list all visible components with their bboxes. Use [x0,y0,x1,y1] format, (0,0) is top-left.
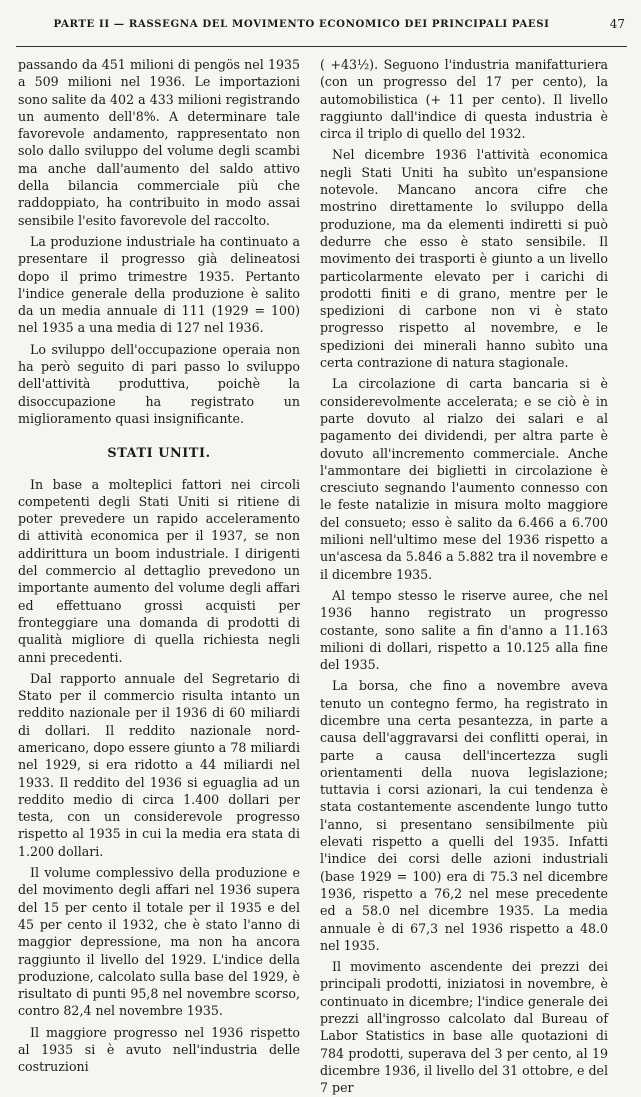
paragraph-stock-market: La borsa, che fino a novembre aveva tenuto un contegno fermo, ha registrato in dicembre una certa pesantezza, in parte a causa dell'aggravarsi dei conflitti operai, in parte a causa dell'incertezza sugli orientamenti della nuova legislazione; tuttavia i corsi azionari, la cui tendenza è stata costantemente ascendente lungo tutto l'anno, si presentano sensibilmente più elevati rispetto a quelli del 1935. Infatti l'indice dei corsi delle azioni industriali (base 1929 = 100) era di 75.3 nel dicembre 1936, rispetto a 76,2 nel mese precedente ed a 58.0 nel dicembre 1935. La media annuale è di 67,3 nel 1936 rispetto a 48.0 nel 1935. [320,678,608,953]
paragraph-manufacturing: ( +43½). Seguono l'industria manifatturiera (con un progresso del 17 per cento), la automobilistica (+ 11 per cento). Il livello raggiunto dall'indice di questa industria è circa il triplo di quello del 1932. [320,57,608,142]
running-header [16,12,627,47]
paragraph-construction-progress: Il maggiore progresso nel 1936 rispetto al 1935 si è avuto nell'industria delle costruzioni [18,1024,300,1075]
paragraph-gold-reserves: Al tempo stesso le riserve auree, che nel 1936 hanno registrato un progresso costante, sono salite a fin d'anno a 11.163 milioni di dollari, rispetto a 10.125 alla fine del 1935. [320,587,608,673]
right-column [320,56,608,1097]
paragraph-production-volume: Il volume complessivo della produzione e del movimento degli affari nel 1936 supera del 15 per cento il totale per il 1935 e del 45 per cento il 1932, che è stato l'anno di maggior depressione, ma non ha ancora raggiunto il livello del 1929. L'indice della produzione, calcolato sulla base del 1929, è risultato di punti 95,8 nel novembre scorso, contro 82,4 nel novembre 1935. [18,865,300,1019]
paragraph-hungary-trade: passando da 451 milioni di pengös nel 1935 a 509 milioni nel 1936. Le importazioni sono salite da 402 a 433 milioni registrando un aumento dell'8%. A determinare tale favorevole andamento, rappresentato non solo dallo sviluppo del volume degli scambi ma anche dall'aumento del saldo attivo della bilancia commerciale più che raddoppiato, ha contribuito in modo assai sensibile l'esito favorevole del raccolto. [18,57,300,228]
section-heading-stati-uniti: STATI UNITI. [107,446,211,462]
paragraph-employment: Lo sviluppo dell'occupazione operaia non ha però seguito di pari passo lo sviluppo dell'attività produttiva, poichè la disoccupazione ha registrato un miglioramento quasi insignificante. [18,341,300,426]
paragraph-us-outlook: In base a molteplici fattori nei circoli competenti degli Stati Uniti si ritiene di poter prevedere un rapido acceleramento di attività economica per il 1937, se non addirittura un boom industriale. I dirigenti del commercio al dettaglio prevedono un importante aumento del volume degli affari ed effettuano grossi acquisti per fronteggiare una domanda di prodotti di qualità migliore di quella richiesta negli anni precedenti. [18,476,300,665]
page-number: 47 [609,17,625,31]
paragraph-currency-circulation: La circolazione di carta bancaria si è considerevolmente accelerata; e se ciò è in parte dovuto al rialzo dei salari e al pagamento dei dividendi, per altra parte è dovuto all'incremento commerciale. Anche l'ammontare dei biglietti in circolazione è cresciuto segnando l'aumento connesso con le feste natalizie in misura molto maggiore del consueto; esso è salito da 6.466 a 6.700 milioni nell'ultimo mese del 1936 rispetto a un'ascesa da 5.846 a 5.882 tra il novembre e il dicembre 1935. [320,376,608,582]
paragraph-national-income: Dal rapporto annuale del Segretario di Stato per il commercio risulta intanto un reddito nazionale per il 1936 di 60 miliardi di dollari. Il reddito nazionale nord-americano, dopo essere giunto a 78 miliardi nel 1929, si era ridotto a 44 miliardi nel 1933. Il reddito del 1936 si eguaglia ad un reddito medio di circa 1.400 dollari per testa, con un considerevole progresso rispetto al 1935 in cui la media era stata di 1.200 dollari. [18,670,300,859]
left-column [18,56,300,1076]
paragraph-december-activity: Nel dicembre 1936 l'attività economica negli Stati Uniti ha subìto un'espansione notevole. Mancano ancora cifre che mostrino direttamente lo sviluppo della produzione, ma da elementi indiretti si può dedurre che esso è stato sensibile. Il movimento dei trasporti è giunto a un livello particolarmente elevato per i carichi di prodotti finiti e di grano, mentre per le spedizioni di carbone non vi è stato progresso rispetto al novembre, e le spedizioni dei minerali hanno subìto una certa contrazione di natura stagionale. [320,147,608,371]
running-title: PARTE II — RASSEGNA DEL MOVIMENTO ECONOMICO DEI PRINCIPALI PAESI [53,18,550,30]
paragraph-prices: Il movimento ascendente dei prezzi dei principali prodotti, iniziatosi in novembre, è continuato in dicembre; l'indice generale dei prezzi all'ingrosso calcolato dal Bureau of Labor Statistics in base alle quotazioni di 784 prodotti, superava del 3 per cento, al 19 dicembre 1936, il livello del 31 ottobre, e del 7 per [320,959,608,1096]
paragraph-industrial-production: La produzione industriale ha continuato a presentare il progresso già delineatosi dopo il primo trimestre 1935. Pertanto l'indice generale della produzione è salito da un media annuale di 111 (1929 = 100) nel 1935 a una media di 127 nel 1936. [18,233,300,336]
